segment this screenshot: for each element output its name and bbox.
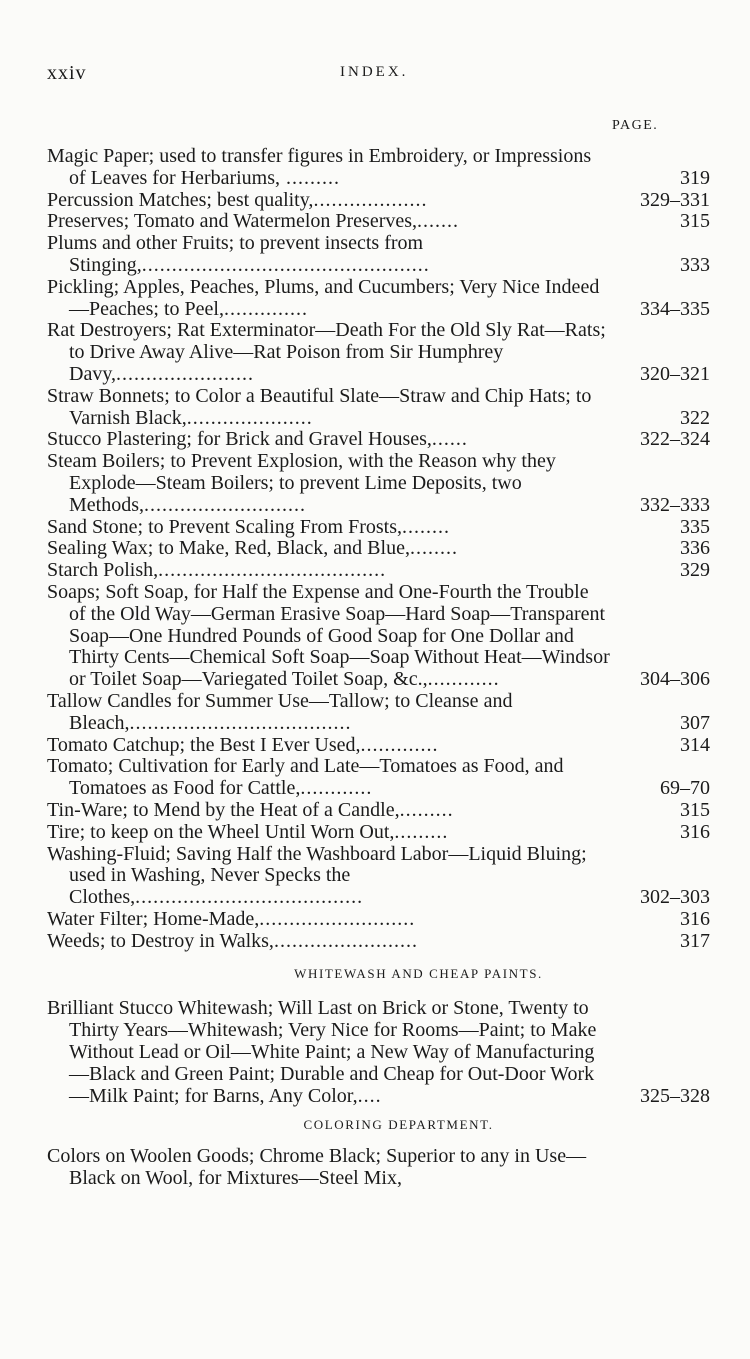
index-entry — [47, 909, 710, 931]
index-section — [47, 966, 710, 1107]
entry-text: Plums and other Fruits; to prevent insects from Stinging, — [47, 232, 424, 276]
entry-text: Tire; to keep on the Wheel Until Worn Out, — [47, 820, 395, 843]
entry-page-number: 334–335 — [640, 297, 710, 320]
entry-leader-dots: ................... — [313, 188, 428, 211]
entry-page-number: 320–321 — [640, 362, 710, 385]
entry-leader-dots: .... — [357, 1084, 382, 1107]
index-entry — [47, 320, 710, 385]
entry-leader-dots: .............. — [223, 297, 308, 320]
entry-page-number: 329–331 — [640, 188, 710, 211]
entry-text: Sand Stone; to Prevent Scaling From Frosts, — [47, 515, 402, 538]
entry-page-number: 325–328 — [640, 1084, 710, 1107]
entry-text: Tomato Catchup; the Best I Ever Used, — [47, 733, 361, 756]
index-entry — [47, 538, 710, 560]
entry-page-number: 316 — [680, 907, 710, 930]
entry-leader-dots: .......................... — [259, 907, 416, 930]
entry-leader-dots: ........................... — [144, 493, 306, 516]
entry-leader-dots: ........................ — [273, 929, 418, 952]
entry-leader-dots: ............ — [427, 668, 500, 691]
index-entry — [47, 517, 710, 539]
index-entry — [47, 1146, 710, 1190]
entry-page-number: 329 — [680, 559, 710, 582]
entry-leader-dots: ....................... — [116, 362, 255, 385]
entry-page-number: 322–324 — [640, 428, 710, 451]
entry-leader-dots: ..................... — [186, 406, 313, 429]
entry-leader-dots: ........ — [402, 515, 450, 538]
entry-text: Tallow Candles for Summer Use—Tallow; to Cleanse and Bleach, — [47, 689, 513, 734]
index-entry — [47, 998, 710, 1107]
entry-text: Percussion Matches; best quality, — [47, 188, 314, 211]
entry-text: Sealing Wax; to Make, Red, Black, and Blue, — [47, 537, 410, 560]
index-entry — [47, 211, 710, 233]
index-entry — [47, 800, 710, 822]
page-number: xxiv — [47, 62, 87, 84]
entry-page-number: 69–70 — [660, 777, 710, 800]
index-entry — [47, 931, 710, 953]
entry-text: Rat Destroyers; Rat Exterminator—Death For the Old Sly Rat—Rats; to Drive Away Alive—Rat Poison from Sir Humphrey Davy, — [47, 319, 606, 385]
entry-leader-dots: ................................................ — [141, 253, 430, 276]
entry-leader-dots: ..................................... — [129, 711, 352, 734]
entry-text: Straw Bonnets; to Color a Beautiful Slate—Straw and Chip Hats; to Varnish Black, — [47, 384, 592, 429]
entry-leader-dots: ....... — [417, 210, 460, 233]
running-title: INDEX. — [340, 64, 409, 80]
entry-page-number: 322 — [680, 406, 710, 429]
index-entry — [47, 691, 710, 735]
index-entry — [47, 756, 710, 800]
index-entry — [47, 822, 710, 844]
entry-leader-dots: ...................................... — [158, 559, 387, 582]
index-entry — [47, 560, 710, 582]
index-section — [47, 1117, 710, 1190]
entry-text: Water Filter; Home-Made, — [47, 907, 260, 930]
index-entry — [47, 386, 710, 430]
entry-text: Weeds; to Destroy in Walks, — [47, 929, 274, 952]
index-entry — [47, 451, 710, 516]
entry-page-number: 333 — [680, 253, 710, 276]
entry-leader-dots: ........ — [409, 537, 458, 560]
index-entry — [47, 146, 710, 190]
index-entry — [47, 233, 710, 277]
entry-page-number: 315 — [680, 798, 710, 821]
entry-text: Tin-Ware; to Mend by the Heat of a Candle, — [47, 798, 400, 821]
entry-leader-dots: ......... — [399, 798, 454, 821]
entry-page-number: 314 — [680, 733, 710, 756]
entry-page-number: 319 — [680, 166, 710, 189]
entry-leader-dots: ......... — [394, 820, 449, 843]
page-column-label: PAGE. — [612, 118, 659, 133]
entry-text: Steam Boilers; to Prevent Explosion, with the Reason why they Explode—Steam Boilers; to prevent Lime Deposits, two Methods, — [47, 450, 556, 516]
index-list — [47, 146, 710, 1190]
entry-leader-dots: ............. — [360, 733, 439, 756]
entry-page-number: 316 — [680, 820, 710, 843]
entry-leader-dots: ............ — [300, 777, 373, 800]
entry-leader-dots: ...................................... — [135, 886, 364, 909]
entry-text: Brilliant Stucco Whitewash; Will Last on Brick or Stone, Twenty to Thirty Years—Whitewash; Very Nice for Rooms—Paint; to Make Without Lead or Oil—White Paint; a New Way of Manufacturing—Black and Green Paint; Durable and Cheap for Out-Door Work—Milk Paint; for Barns, Any Color, — [47, 997, 597, 1107]
entry-page-number: 336 — [680, 537, 710, 560]
index-entry — [47, 429, 710, 451]
section-heading: WHITEWASH AND CHEAP PAINTS. — [294, 966, 543, 982]
entry-page-number: 317 — [680, 929, 710, 952]
entry-leader-dots: ...... — [431, 428, 468, 451]
entry-page-number: 335 — [680, 515, 710, 538]
entry-text: Starch Polish, — [47, 559, 159, 582]
entry-page-number: 315 — [680, 210, 710, 233]
entry-page-number: 304–306 — [640, 668, 710, 691]
index-section — [47, 146, 710, 952]
entry-text: Washing-Fluid; Saving Half the Washboard Labor—Liquid Bluing; used in Washing, Never Specks the Clothes, — [47, 842, 587, 909]
entry-text: Colors on Woolen Goods; Chrome Black; Superior to any in Use—Black on Wool, for Mixtures—Steel Mix, — [47, 1145, 587, 1190]
entry-text: Soaps; Soft Soap, for Half the Expense and One-Fourth the Trouble of the Old Way—German Erasive Soap—Hard Soap—Transparent Soap—One Hundred Pounds of Good Soap for One Dollar and Thirty Cents—Chemical Soft Soap—Soap Without Heat—Windsor or Toilet Soap—Variegated Toilet Soap, &c., — [47, 580, 610, 691]
entry-page-number: 307 — [680, 711, 710, 734]
entry-text: Pickling; Apples, Peaches, Plums, and Cucumbers; Very Nice Indeed—Peaches; to Peel, — [47, 275, 600, 320]
entry-page-number: 332–333 — [640, 493, 710, 516]
index-entry — [47, 582, 710, 691]
section-heading: COLORING DEPARTMENT. — [303, 1117, 494, 1133]
entry-text: Stucco Plastering; for Brick and Gravel Houses, — [47, 428, 432, 451]
index-entry — [47, 844, 710, 909]
index-entry — [47, 190, 710, 212]
entry-leader-dots: ......... — [280, 166, 341, 189]
entry-text: Magic Paper; used to transfer figures in Embroidery, or Impressions of Leaves for Herbariums, — [47, 145, 592, 189]
entry-page-number: 302–303 — [640, 886, 710, 909]
entry-text: Tomato; Cultivation for Early and Late—Tomatoes as Food, and Tomatoes as Food for Cattle, — [47, 755, 564, 800]
page-header — [0, 62, 750, 86]
entry-text: Preserves; Tomato and Watermelon Preserves, — [47, 210, 418, 233]
index-entry — [47, 735, 710, 757]
index-entry — [47, 277, 710, 321]
